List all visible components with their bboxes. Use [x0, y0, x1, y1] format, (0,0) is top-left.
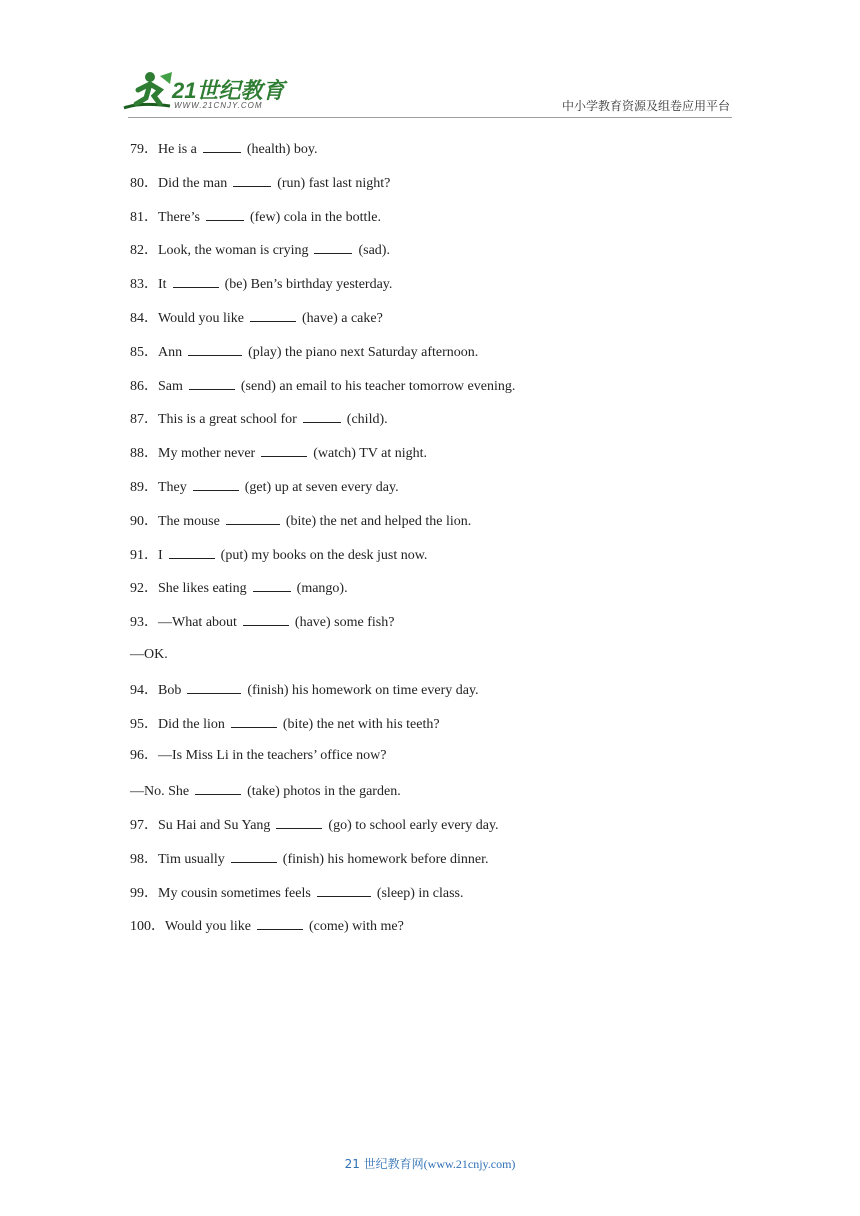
question-text-before: Look, the woman is crying — [158, 243, 309, 259]
question-text-before: Did the lion — [158, 716, 225, 732]
question-text-before: Did the man — [158, 175, 228, 191]
question-text-after: (sad). — [358, 243, 390, 259]
answer-blank[interactable] — [317, 882, 371, 897]
question-number: 79． — [130, 142, 158, 157]
question-item — [130, 848, 750, 882]
question-text-after: (take) photos in the garden. — [247, 784, 401, 800]
question-item — [130, 611, 750, 645]
answer-blank[interactable] — [193, 476, 239, 491]
question-item — [130, 476, 750, 510]
logo-url: WWW.21CNJY.COM — [174, 101, 263, 110]
answer-blank[interactable] — [243, 611, 289, 626]
question-list — [130, 138, 750, 949]
question-text-after: (mango). — [296, 581, 348, 597]
question-text-before: The mouse — [158, 513, 220, 529]
question-item — [130, 239, 750, 273]
question-text-before: —OK. — [130, 646, 168, 662]
question-item — [130, 341, 750, 375]
question-text-after: (put) my books on the desk just now. — [220, 547, 428, 563]
question-text-after: (come) with me? — [308, 919, 404, 935]
answer-blank[interactable] — [253, 577, 291, 592]
question-text-before: —What about — [158, 615, 237, 631]
question-text-before: Tim usually — [158, 851, 225, 867]
page-footer — [0, 1155, 860, 1172]
question-number: 96． — [130, 748, 158, 764]
question-item — [130, 679, 750, 713]
question-text-after: (health) boy. — [246, 142, 318, 157]
question-text-before: Would you like — [158, 310, 244, 326]
question-text-before: Would you like — [165, 919, 251, 935]
answer-blank[interactable] — [231, 713, 277, 728]
answer-blank[interactable] — [257, 915, 303, 930]
question-text-before: Sam — [158, 378, 183, 394]
answer-blank[interactable] — [173, 273, 219, 288]
question-item — [130, 307, 750, 341]
question-item — [130, 814, 750, 848]
question-item — [130, 882, 750, 916]
header-platform-name: 中小学教育资源及组卷应用平台 — [561, 99, 730, 113]
answer-blank[interactable] — [226, 510, 280, 525]
question-text-after: (finish) his homework on time every day. — [247, 682, 479, 698]
question-text-after: (sleep) in class. — [376, 885, 464, 901]
question-text-before: My cousin sometimes feels — [158, 885, 311, 901]
question-item — [130, 408, 750, 442]
question-text-before: They — [158, 479, 187, 495]
question-number: 89． — [130, 479, 158, 495]
question-number: 92． — [130, 581, 158, 597]
question-item — [130, 206, 750, 240]
question-text-before: —Is Miss Li in the teachers’ office now? — [158, 748, 387, 764]
question-number: 93． — [130, 615, 158, 631]
question-item — [130, 645, 750, 679]
question-number: 80． — [130, 175, 158, 191]
question-number: 84． — [130, 310, 158, 326]
question-text-after: (play) the piano next Saturday afternoon. — [248, 344, 479, 360]
question-text-before: My mother never — [158, 446, 256, 462]
page-header — [0, 0, 860, 125]
question-text-after: (child). — [346, 412, 388, 428]
answer-blank[interactable] — [314, 239, 352, 254]
question-item — [130, 780, 750, 814]
footer-site-name: 21 世纪教育网 — [344, 1157, 424, 1171]
question-number: 87． — [130, 412, 158, 428]
question-text-before: This is a great school for — [158, 412, 297, 428]
question-item — [130, 544, 750, 578]
question-text-after: (have) a cake? — [301, 310, 383, 326]
question-text-before: It — [158, 277, 167, 293]
question-item — [130, 172, 750, 206]
question-text-after: (be) Ben’s birthday yesterday. — [224, 277, 393, 293]
question-number: 94． — [130, 682, 158, 698]
question-item — [130, 442, 750, 476]
question-item — [130, 138, 750, 172]
answer-blank[interactable] — [231, 848, 277, 863]
question-item — [130, 375, 750, 409]
question-text-before: He is a — [158, 142, 197, 157]
question-text-after: (get) up at seven every day. — [244, 479, 399, 495]
question-text-after: (send) an email to his teacher tomorrow evening. — [240, 378, 516, 394]
question-item — [130, 510, 750, 544]
question-number: 97． — [130, 817, 158, 833]
question-text-before: Ann — [158, 344, 183, 360]
answer-blank[interactable] — [189, 375, 235, 390]
question-text-before: There’s — [158, 209, 200, 225]
question-number: 95． — [130, 716, 158, 732]
question-number: 98． — [130, 851, 158, 867]
question-text-before: Su Hai and Su Yang — [158, 817, 271, 833]
site-logo — [120, 68, 295, 116]
question-text-before: I — [158, 547, 163, 563]
question-item — [130, 577, 750, 611]
question-number: 91． — [130, 547, 158, 563]
answer-blank[interactable] — [195, 780, 241, 795]
question-number: 82． — [130, 243, 158, 259]
answer-blank[interactable] — [233, 172, 271, 187]
question-item — [130, 915, 750, 949]
answer-blank[interactable] — [261, 442, 307, 457]
question-text-after: (run) fast last night? — [277, 175, 391, 191]
question-text-before: Bob — [158, 682, 182, 698]
logo-text: 21世纪教育 — [172, 78, 285, 103]
question-text-after: (bite) the net with his teeth? — [282, 716, 440, 732]
answer-blank[interactable] — [206, 206, 244, 221]
question-text-after: (finish) his homework before dinner. — [282, 851, 489, 867]
question-number: 99． — [130, 885, 158, 901]
answer-blank[interactable] — [169, 544, 215, 559]
answer-blank[interactable] — [187, 679, 241, 694]
answer-blank[interactable] — [188, 341, 242, 356]
question-text-after: (bite) the net and helped the lion. — [285, 513, 472, 529]
footer-url: (www.21cnjy.com) — [423, 1157, 516, 1171]
question-text-after: (have) some fish? — [294, 615, 395, 631]
question-number: 81． — [130, 209, 158, 225]
question-text-after: (watch) TV at night. — [313, 446, 427, 462]
running-figure-icon — [120, 68, 180, 116]
header-divider — [128, 117, 732, 118]
answer-blank[interactable] — [303, 408, 341, 423]
question-text-after: (few) cola in the bottle. — [249, 209, 381, 225]
question-item — [130, 273, 750, 307]
question-number: 90． — [130, 513, 158, 529]
answer-blank[interactable] — [203, 138, 241, 153]
answer-blank[interactable] — [276, 814, 322, 829]
question-number: 85． — [130, 344, 158, 360]
question-number: 88． — [130, 446, 158, 462]
question-text-before: She likes eating — [158, 581, 247, 597]
question-number: 83． — [130, 277, 158, 293]
question-text-after: (go) to school early every day. — [328, 817, 499, 833]
answer-blank[interactable] — [250, 307, 296, 322]
question-item — [130, 746, 750, 780]
question-number: 86． — [130, 378, 158, 394]
question-text-before: —No. She — [130, 784, 190, 800]
question-item — [130, 713, 750, 747]
question-number: 100． — [130, 919, 165, 935]
